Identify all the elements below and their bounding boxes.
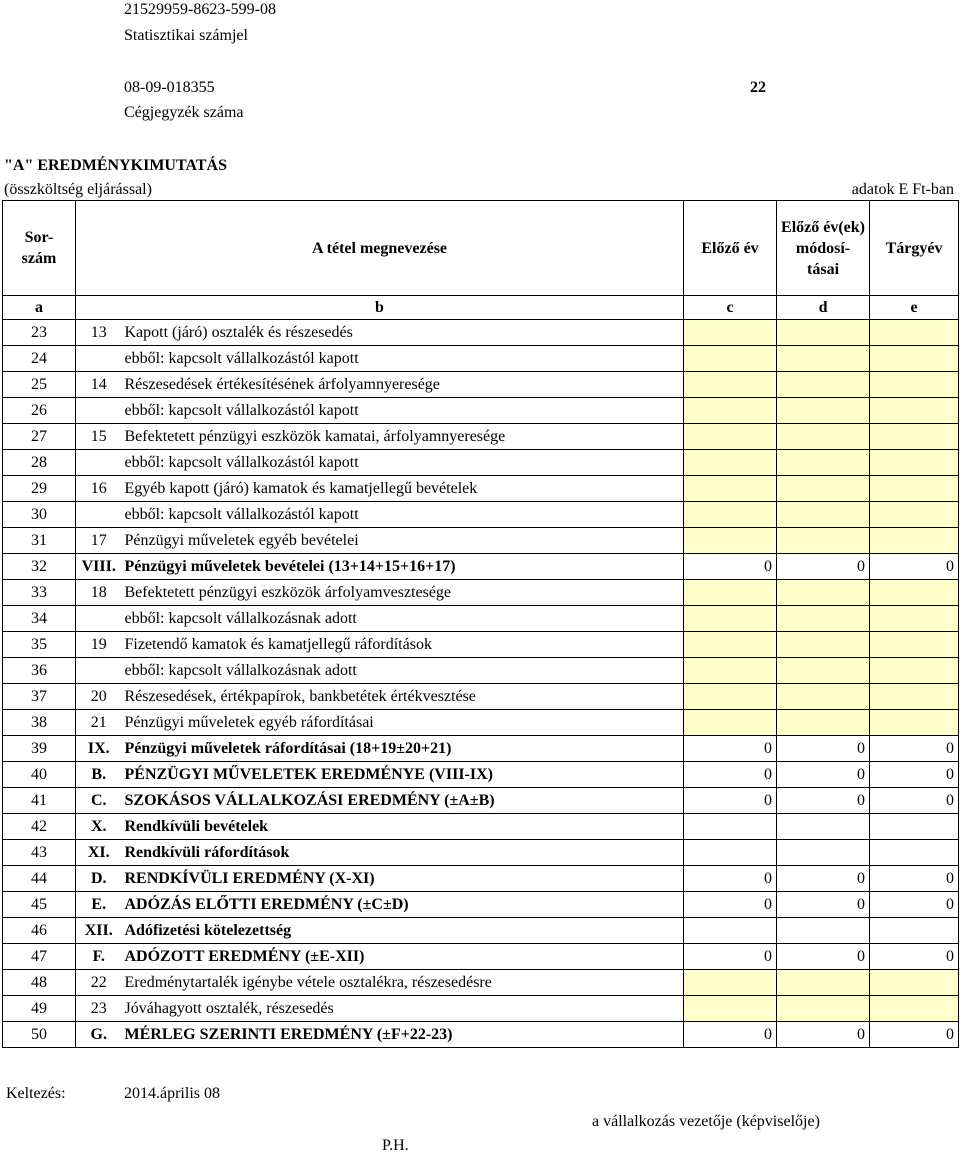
row-number: 40 <box>3 762 76 788</box>
statement-title: "A" EREDMÉNYKIMUTATÁS <box>4 157 227 174</box>
row-code: XII. <box>76 918 122 944</box>
row-number: 47 <box>3 944 76 970</box>
value-modifications: 0 <box>777 736 870 762</box>
value-modifications: 0 <box>777 554 870 580</box>
row-number: 46 <box>3 918 76 944</box>
value-prev-year: 0 <box>684 762 777 788</box>
value-prev-year[interactable] <box>684 424 777 450</box>
row-label: Eredménytartalék igénybe vétele osztalékra, részesedésre <box>122 970 684 996</box>
row-number: 39 <box>3 736 76 762</box>
row-code: C. <box>76 788 122 814</box>
row-code: 22 <box>76 970 122 996</box>
table-row <box>3 528 959 554</box>
row-code <box>76 346 122 372</box>
col-header-curr: Tárgyév <box>870 201 959 296</box>
row-code: E. <box>76 892 122 918</box>
table-row <box>3 944 959 970</box>
value-current-year[interactable] <box>870 658 959 684</box>
value-prev-year: 0 <box>684 892 777 918</box>
row-code <box>76 606 122 632</box>
row-number: 49 <box>3 996 76 1022</box>
table-row <box>3 996 959 1022</box>
value-prev-year[interactable] <box>684 450 777 476</box>
date-value: 2014.április 08 <box>124 1085 220 1102</box>
value-current-year[interactable] <box>870 398 959 424</box>
table-row <box>3 1022 959 1048</box>
value-modifications[interactable] <box>777 476 870 502</box>
value-current-year[interactable] <box>870 476 959 502</box>
value-current-year[interactable] <box>870 996 959 1022</box>
reg-label: Cégjegyzék száma <box>124 104 244 121</box>
income-statement-table <box>2 200 959 1048</box>
stat-label: Statisztikai számjel <box>124 27 248 44</box>
value-current-year[interactable] <box>870 528 959 554</box>
value-modifications[interactable] <box>777 606 870 632</box>
signature-label: a vállalkozás vezetője (képviselője) <box>592 1113 820 1130</box>
table-row <box>3 346 959 372</box>
row-label: Részesedések, értékpapírok, bankbetétek értékvesztése <box>122 684 684 710</box>
value-current-year: 0 <box>870 1022 959 1048</box>
value-current-year[interactable] <box>870 346 959 372</box>
reg-number: 08-09-018355 <box>124 79 215 96</box>
value-modifications <box>777 840 870 866</box>
value-current-year[interactable] <box>870 502 959 528</box>
row-code: 21 <box>76 710 122 736</box>
value-prev-year[interactable] <box>684 710 777 736</box>
value-modifications[interactable] <box>777 580 870 606</box>
value-prev-year[interactable] <box>684 320 777 346</box>
col-letter-c: c <box>684 296 777 320</box>
row-number: 31 <box>3 528 76 554</box>
value-modifications[interactable] <box>777 970 870 996</box>
value-prev-year[interactable] <box>684 476 777 502</box>
row-code: 19 <box>76 632 122 658</box>
table-row <box>3 788 959 814</box>
table-row <box>3 372 959 398</box>
row-label: Rendkívüli ráfordítások <box>122 840 684 866</box>
col-header-mod: Előző év(ek) módosí- tásai <box>777 201 870 296</box>
row-number: 30 <box>3 502 76 528</box>
value-modifications <box>777 814 870 840</box>
row-number: 27 <box>3 424 76 450</box>
row-label: PÉNZÜGYI MŰVELETEK EREDMÉNYE (VIII-IX) <box>122 762 684 788</box>
row-number: 35 <box>3 632 76 658</box>
value-modifications[interactable] <box>777 320 870 346</box>
value-prev-year[interactable] <box>684 580 777 606</box>
row-label: SZOKÁSOS VÁLLALKOZÁSI EREDMÉNY (±A±B) <box>122 788 684 814</box>
table-row <box>3 580 959 606</box>
table-row <box>3 814 959 840</box>
value-current-year: 0 <box>870 892 959 918</box>
value-modifications[interactable] <box>777 658 870 684</box>
value-prev-year: 0 <box>684 866 777 892</box>
row-label: MÉRLEG SZERINTI EREDMÉNY (±F+22-23) <box>122 1022 684 1048</box>
col-letter-d: d <box>777 296 870 320</box>
value-prev-year[interactable] <box>684 970 777 996</box>
table-row <box>3 320 959 346</box>
value-prev-year: 0 <box>684 736 777 762</box>
col-letter-b: b <box>76 296 684 320</box>
row-code <box>76 450 122 476</box>
table-row <box>3 632 959 658</box>
table-row <box>3 658 959 684</box>
value-modifications[interactable] <box>777 996 870 1022</box>
row-code: G. <box>76 1022 122 1048</box>
value-modifications[interactable] <box>777 372 870 398</box>
value-current-year[interactable] <box>870 632 959 658</box>
row-number: 37 <box>3 684 76 710</box>
value-current-year: 0 <box>870 866 959 892</box>
value-prev-year[interactable] <box>684 632 777 658</box>
value-current-year <box>870 814 959 840</box>
row-label: Fizetendő kamatok és kamatjellegű ráfordítások <box>122 632 684 658</box>
row-label: Jóváhagyott osztalék, részesedés <box>122 996 684 1022</box>
value-prev-year[interactable] <box>684 346 777 372</box>
row-label: ebből: kapcsolt vállalkozástól kapott <box>122 398 684 424</box>
row-code: F. <box>76 944 122 970</box>
row-number: 26 <box>3 398 76 424</box>
row-number: 48 <box>3 970 76 996</box>
row-number: 33 <box>3 580 76 606</box>
row-label: Befektetett pénzügyi eszközök kamatai, árfolyamnyeresége <box>122 424 684 450</box>
row-label: ebből: kapcsolt vállalkozásnak adott <box>122 606 684 632</box>
row-label: ebből: kapcsolt vállalkozástól kapott <box>122 502 684 528</box>
row-number: 32 <box>3 554 76 580</box>
row-number: 38 <box>3 710 76 736</box>
value-modifications[interactable] <box>777 424 870 450</box>
row-code: IX. <box>76 736 122 762</box>
value-current-year: 0 <box>870 554 959 580</box>
row-label: Befektetett pénzügyi eszközök árfolyamvesztesége <box>122 580 684 606</box>
row-number: 24 <box>3 346 76 372</box>
value-current-year[interactable] <box>870 372 959 398</box>
row-label: Részesedések értékesítésének árfolyamnyeresége <box>122 372 684 398</box>
value-current-year[interactable] <box>870 580 959 606</box>
value-prev-year: 0 <box>684 788 777 814</box>
value-current-year[interactable] <box>870 606 959 632</box>
value-prev-year[interactable] <box>684 996 777 1022</box>
value-current-year[interactable] <box>870 424 959 450</box>
row-code: 15 <box>76 424 122 450</box>
value-prev-year <box>684 918 777 944</box>
row-label: RENDKÍVÜLI EREDMÉNY (X-XI) <box>122 866 684 892</box>
value-prev-year[interactable] <box>684 528 777 554</box>
row-code: X. <box>76 814 122 840</box>
statement-subtitle: (összköltség eljárással) <box>4 181 152 198</box>
table-row <box>3 684 959 710</box>
table-row <box>3 892 959 918</box>
row-number: 45 <box>3 892 76 918</box>
row-label: Pénzügyi műveletek ráfordításai (18+19±20+21) <box>122 736 684 762</box>
row-number: 23 <box>3 320 76 346</box>
row-code: 17 <box>76 528 122 554</box>
value-current-year[interactable] <box>870 710 959 736</box>
value-modifications[interactable] <box>777 684 870 710</box>
col-letter-a: a <box>3 296 76 320</box>
row-label: Rendkívüli bevételek <box>122 814 684 840</box>
value-prev-year[interactable] <box>684 372 777 398</box>
value-current-year: 0 <box>870 762 959 788</box>
row-number: 44 <box>3 866 76 892</box>
value-modifications: 0 <box>777 762 870 788</box>
value-modifications <box>777 918 870 944</box>
row-code: VIII. <box>76 554 122 580</box>
value-modifications[interactable] <box>777 398 870 424</box>
value-current-year[interactable] <box>870 320 959 346</box>
table-row <box>3 424 959 450</box>
row-number: 43 <box>3 840 76 866</box>
value-prev-year: 0 <box>684 1022 777 1048</box>
value-modifications[interactable] <box>777 346 870 372</box>
value-current-year[interactable] <box>870 450 959 476</box>
row-label: Pénzügyi műveletek egyéb ráfordításai <box>122 710 684 736</box>
row-label: Pénzügyi műveletek bevételei (13+14+15+16+17) <box>122 554 684 580</box>
row-number: 36 <box>3 658 76 684</box>
value-modifications[interactable] <box>777 450 870 476</box>
row-number: 50 <box>3 1022 76 1048</box>
row-number: 25 <box>3 372 76 398</box>
row-code: D. <box>76 866 122 892</box>
value-modifications: 0 <box>777 892 870 918</box>
value-modifications: 0 <box>777 944 870 970</box>
row-label: Pénzügyi műveletek egyéb bevételei <box>122 528 684 554</box>
table-row <box>3 476 959 502</box>
table-row <box>3 502 959 528</box>
row-code <box>76 658 122 684</box>
row-label: ADÓZOTT EREDMÉNY (±E-XII) <box>122 944 684 970</box>
row-code: 23 <box>76 996 122 1022</box>
row-code: B. <box>76 762 122 788</box>
table-header-row <box>3 201 959 296</box>
value-modifications[interactable] <box>777 710 870 736</box>
table-row <box>3 762 959 788</box>
table-row <box>3 866 959 892</box>
value-modifications[interactable] <box>777 632 870 658</box>
row-code: XI. <box>76 840 122 866</box>
value-prev-year[interactable] <box>684 502 777 528</box>
row-label: Adófizetési kötelezettség <box>122 918 684 944</box>
row-number: 41 <box>3 788 76 814</box>
table-row <box>3 918 959 944</box>
row-code: 20 <box>76 684 122 710</box>
stamp-placeholder: P.H. <box>382 1137 409 1154</box>
table-row <box>3 450 959 476</box>
row-code: 18 <box>76 580 122 606</box>
value-prev-year[interactable] <box>684 398 777 424</box>
value-current-year: 0 <box>870 944 959 970</box>
row-number: 42 <box>3 814 76 840</box>
row-number: 28 <box>3 450 76 476</box>
table-row <box>3 736 959 762</box>
stat-code: 21529959-8623-599-08 <box>124 1 276 18</box>
col-letter-e: e <box>870 296 959 320</box>
row-code <box>76 502 122 528</box>
row-number: 34 <box>3 606 76 632</box>
row-code <box>76 398 122 424</box>
value-modifications: 0 <box>777 788 870 814</box>
value-prev-year <box>684 814 777 840</box>
value-current-year: 0 <box>870 736 959 762</box>
table-row <box>3 398 959 424</box>
table-row <box>3 970 959 996</box>
row-label: Kapott (járó) osztalék és részesedés <box>122 320 684 346</box>
table-row <box>3 554 959 580</box>
row-label: Egyéb kapott (járó) kamatok és kamatjellegű bevételek <box>122 476 684 502</box>
value-current-year[interactable] <box>870 970 959 996</box>
unit-note: adatok E Ft-ban <box>851 181 954 198</box>
row-label: ebből: kapcsolt vállalkozástól kapott <box>122 346 684 372</box>
value-current-year <box>870 840 959 866</box>
row-label: ebből: kapcsolt vállalkozástól kapott <box>122 450 684 476</box>
col-header-name: A tétel megnevezése <box>76 201 684 296</box>
row-code: 13 <box>76 320 122 346</box>
value-modifications[interactable] <box>777 528 870 554</box>
column-letters-row <box>3 296 959 320</box>
date-label: Keltezés: <box>6 1085 66 1102</box>
value-prev-year: 0 <box>684 944 777 970</box>
row-label: ADÓZÁS ELŐTTI EREDMÉNY (±C±D) <box>122 892 684 918</box>
value-prev-year <box>684 840 777 866</box>
value-prev-year: 0 <box>684 554 777 580</box>
table-row <box>3 840 959 866</box>
value-prev-year[interactable] <box>684 658 777 684</box>
row-code: 14 <box>76 372 122 398</box>
col-header-prev: Előző év <box>684 201 777 296</box>
row-number: 29 <box>3 476 76 502</box>
col-header-sorszam: Sor- szám <box>3 201 76 296</box>
value-modifications[interactable] <box>777 502 870 528</box>
value-current-year[interactable] <box>870 684 959 710</box>
row-code: 16 <box>76 476 122 502</box>
table-row <box>3 710 959 736</box>
value-current-year: 0 <box>870 788 959 814</box>
value-current-year <box>870 918 959 944</box>
value-prev-year[interactable] <box>684 684 777 710</box>
form-number: 22 <box>750 79 766 96</box>
row-label: ebből: kapcsolt vállalkozásnak adott <box>122 658 684 684</box>
value-modifications: 0 <box>777 866 870 892</box>
table-row <box>3 606 959 632</box>
value-modifications: 0 <box>777 1022 870 1048</box>
value-prev-year[interactable] <box>684 606 777 632</box>
